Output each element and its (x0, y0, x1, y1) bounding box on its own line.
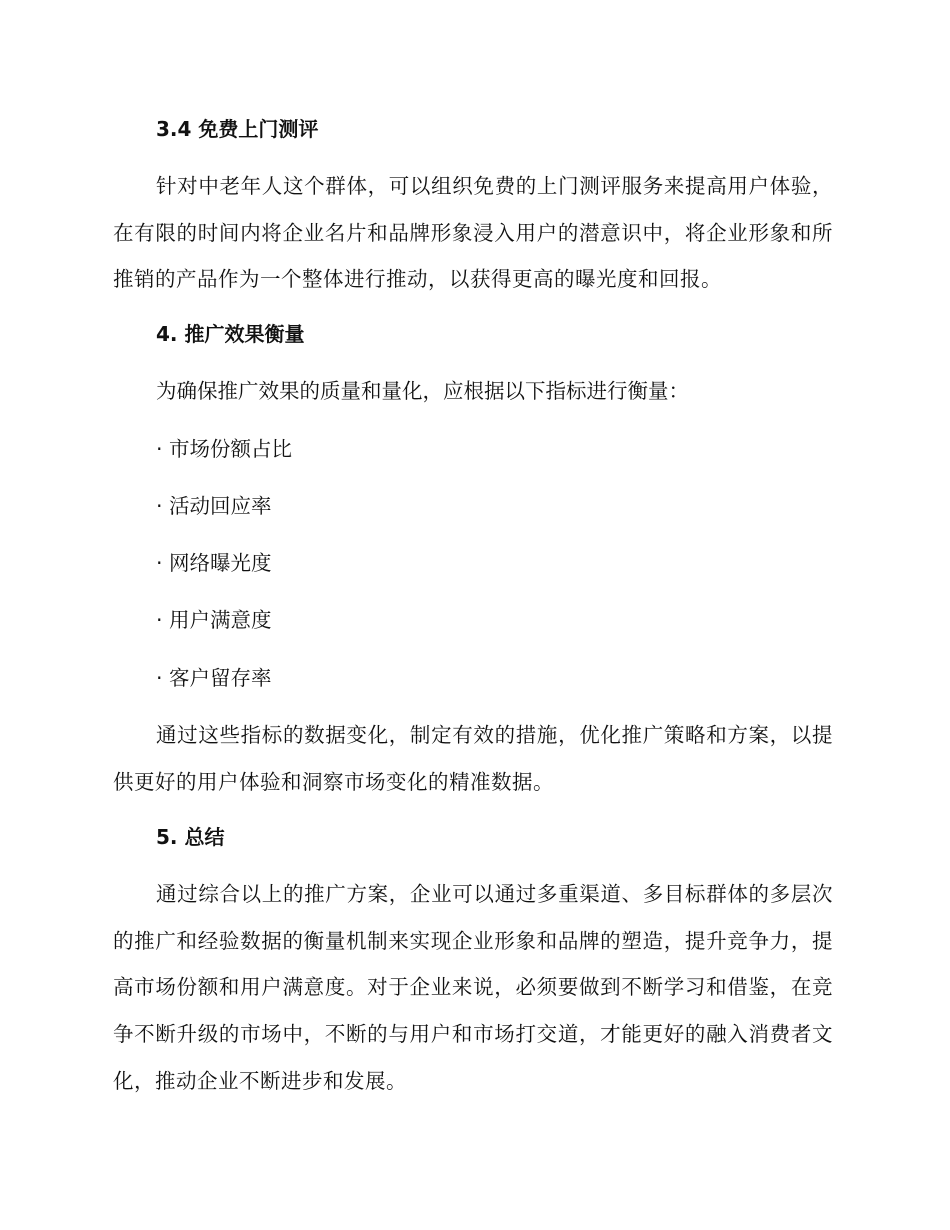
list-item-satisfaction: · 用户满意度 (156, 608, 272, 632)
section-3-4-heading: 3.4 免费上门测评 (156, 117, 319, 141)
section-4-heading: 4. 推广效果衡量 (156, 322, 305, 346)
list-item-exposure: · 网络曝光度 (156, 551, 272, 575)
section-5-paragraph: 通过综合以上的推广方案，企业可以通过多重渠道、多目标群体的多层次的推广和经验数据的衡量机制来实现企业形象和品牌的塑造，提升竞争力，提高市场份额和用户满意度。对于企业来说，必须要做到不断学习和借鉴，在竞争不断升级的市场中，不断的与用户和市场打交道，才能更好的融入消费者文化，推动企业不断进步和发展。 (113, 882, 833, 1093)
section-5-heading: 5. 总结 (156, 825, 225, 849)
section-4-paragraph: 通过这些指标的数据变化，制定有效的措施，优化推广策略和方案，以提供更好的用户体验和洞察市场变化的精准数据。 (113, 723, 833, 794)
list-item-market-share: · 市场份额占比 (156, 437, 293, 461)
list-item-retention: · 客户留存率 (156, 666, 272, 690)
section-4-intro: 为确保推广效果的质量和量化，应根据以下指标进行衡量： (156, 379, 689, 403)
list-item-response-rate: · 活动回应率 (156, 494, 272, 518)
section-3-4-paragraph: 针对中老年人这个群体，可以组织免费的上门测评服务来提高用户体验，在有限的时间内将企业名片和品牌形象浸入用户的潜意识中，将企业形象和所推销的产品作为一个整体进行推动，以获得更高的曝光度和回报。 (113, 174, 833, 292)
